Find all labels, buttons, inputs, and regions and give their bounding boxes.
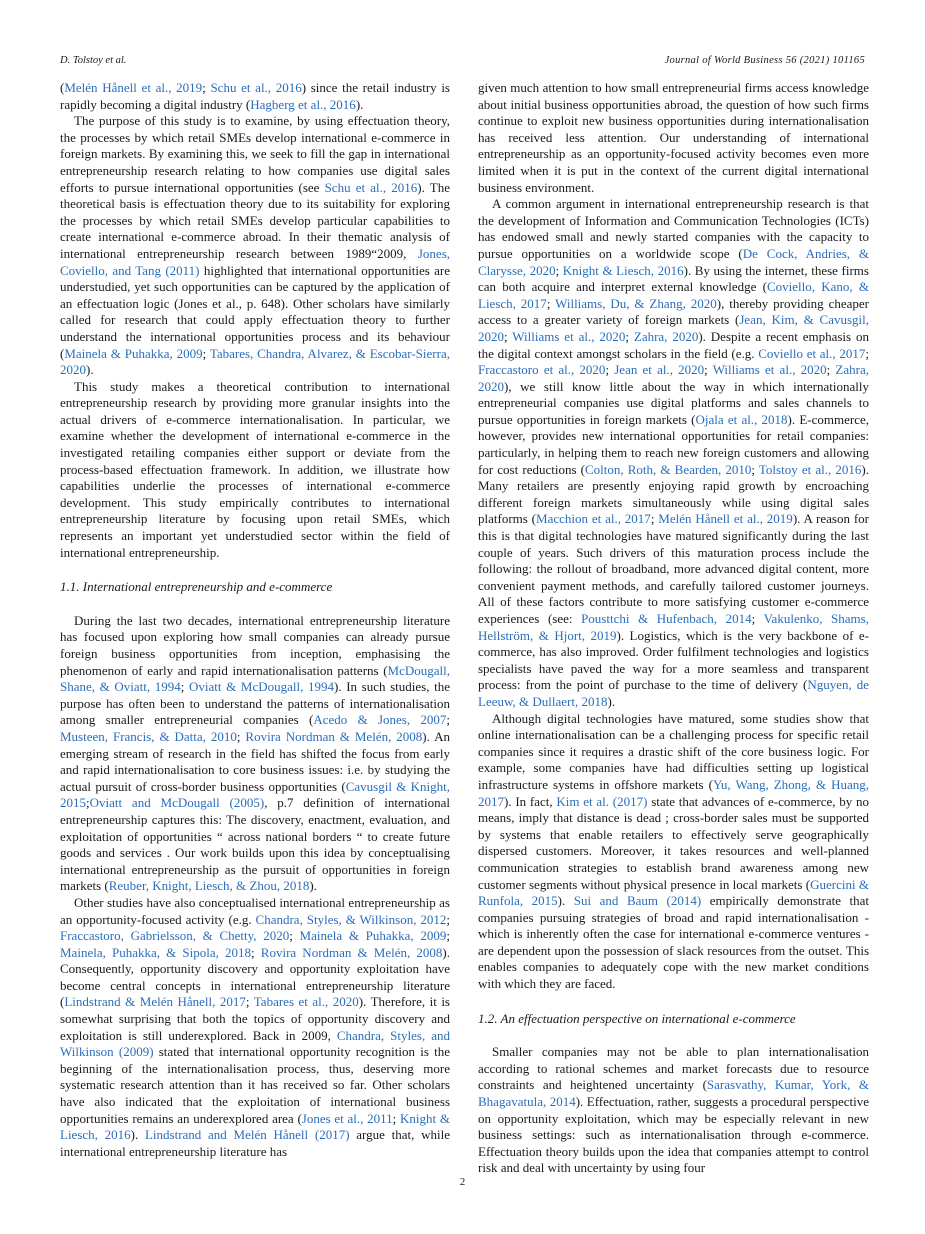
left-column bbox=[60, 80, 450, 1160]
header-journal: Journal of World Business 56 (2021) 101165 bbox=[664, 55, 865, 66]
paragraph bbox=[60, 80, 450, 113]
body-text: ; bbox=[865, 345, 869, 361]
citation-link[interactable]: Rovira Nordman & Melén, 2008 bbox=[245, 728, 423, 744]
header-authors: D. Tolstoy et al. bbox=[60, 55, 127, 66]
body-text: given much attention to how small entrepreneurial firms access knowledge about initial business opportunities abroad, the question of how such firms continue to exploit new business opportunities during internationalisation has received less attention. Our understanding of international entrepreneurship as an opportunity-focused activity becomes even more limited when it is put in the context of the current digital international business environment. bbox=[478, 80, 869, 195]
body-text: ; bbox=[826, 362, 836, 378]
body-text: ). Logistics, which is the very backbone of e-commerce, has also improved. Order fulfilment technologies and logistics specialists have paved the way for a more seamless and transparent process: from the point of purchase to the time of delivery ( bbox=[478, 627, 870, 693]
citation-link[interactable]: Ojala et al., 2018 bbox=[695, 411, 788, 427]
body-text: highlighted that international opportunities are understudied, yet such opportunities can be captured by the application of an effectuation logic (Jones et al., p. 648). Other scholars have similarly called for research that could apply effectuation theory to further understand the international opportunities process and its behaviour ( bbox=[60, 262, 451, 361]
citation-link[interactable]: Melén Hånell et al., 2019 bbox=[64, 80, 203, 95]
citation-link[interactable]: Zahra, 2020 bbox=[633, 328, 699, 344]
citation-link[interactable]: Jean et al., 2020 bbox=[614, 362, 705, 378]
citation-link[interactable]: Williams et al., 2020 bbox=[712, 362, 827, 378]
body-text: ). bbox=[86, 362, 94, 378]
citation-link[interactable]: Kim et al. (2017) bbox=[556, 793, 648, 809]
citation-link[interactable]: Mainela, Puhakka, & Sipola, 2018 bbox=[60, 944, 252, 960]
citation-link[interactable]: Tabares et al., 2020 bbox=[253, 994, 359, 1010]
citation-link[interactable]: Guercini & Runfola, 2015 bbox=[478, 876, 870, 909]
body-text: ; bbox=[245, 994, 254, 1010]
body-text: ; bbox=[446, 911, 450, 927]
paragraph bbox=[478, 80, 869, 196]
paragraph bbox=[60, 613, 450, 895]
body-text: ; bbox=[504, 328, 513, 344]
citation-link[interactable]: Coviello et al., 2017 bbox=[758, 345, 866, 361]
body-text: ) since the retail industry is rapidly becoming a digital industry ( bbox=[60, 80, 450, 112]
open-paren: ( bbox=[60, 80, 65, 95]
body-text: ; bbox=[446, 712, 450, 728]
body-text: ; bbox=[202, 345, 210, 361]
body-text: ). bbox=[607, 693, 616, 709]
body-text: ), thereby providing cheaper access to a greater variety of foreign markets ( bbox=[478, 295, 869, 328]
citation-link[interactable]: Reuber, Knight, Liesch, & Zhou, 2018 bbox=[108, 878, 310, 894]
citation-link[interactable]: Yu, Wang, Zhong, & Huang, 2017 bbox=[478, 776, 869, 809]
citation-link[interactable]: Sarasvathy, Kumar, York, & Bhagavatula, 2014 bbox=[478, 1077, 869, 1110]
body-text: ). Many retailers are presently enjoying rapid growth by encroaching different foreign markets simultaneously while using digital sales platforms ( bbox=[478, 461, 869, 527]
paragraph bbox=[478, 196, 869, 710]
citation-link[interactable]: Coviello, Kano, & Liesch, 2017 bbox=[478, 279, 869, 311]
body-text: ; bbox=[546, 295, 556, 311]
paragraph-body bbox=[60, 80, 450, 112]
body-text: ). An emerging stream of research in the field has shifted the focus from early and rapid internationalisation to core business issues: i.e. by studying the actual pursuit of cross-border business opportunities ( bbox=[60, 728, 450, 794]
citation-link[interactable]: Cavusgil & Knight, 2015 bbox=[60, 778, 450, 811]
citation-link[interactable]: Knight & Liesch, 2016 bbox=[562, 262, 684, 278]
citation-link[interactable]: Williams et al., 2020 bbox=[512, 328, 626, 344]
body-text: ; bbox=[236, 728, 246, 744]
citation-link[interactable]: Tolstoy et al., 2016 bbox=[758, 461, 862, 477]
body-text: A common argument in international entrepreneurship research is that the development of Information and Communication Technologies (ICTs) has endowed small and newly started companies with the capacity to pursue opportunities on a worldwide scope ( bbox=[478, 196, 869, 261]
citation-link[interactable]: Sui and Baum (2014) bbox=[573, 893, 702, 909]
citation-link[interactable]: Chandra, Styles, & Wilkinson, 2012 bbox=[255, 911, 447, 927]
citation-link[interactable]: Rovira Nordman & Melén, 2008 bbox=[260, 944, 443, 960]
body-text: ; bbox=[751, 461, 759, 477]
body-text: ). Despite a recent emphasis on the digital context amongst scholars in the field (e.g. bbox=[478, 328, 869, 361]
body-text: This study makes a theoretical contribution to international entrepreneurship research by providing more granular insights into the actual drivers of e-commerce internationalisation. In particular, we examine whether the development of international e-commerce in the investigated retailing companies either support or deviate from the process-based effectuation framework. In addition, we illustrate how capabilities underlie the processes of international e-commerce development. This study empirically contributes to international entrepreneurship literature by focusing upon retail SMEs, which represents an important yet understudied sector within the field of international entrepreneurship. bbox=[60, 378, 450, 560]
body-text: During the last two decades, international entrepreneurship literature has focused upon exploring how small companies can already pursue foreign business opportunities from inception, emphasising the phenomenon of early and rapid internationalisation patterns ( bbox=[60, 612, 450, 678]
section-heading: 1.1. International entrepreneurship and e-commerce bbox=[60, 579, 333, 595]
body-text: ). In such studies, the purpose has often been to understand the patterns of internationalisation among smaller entrepreneurial companies ( bbox=[60, 679, 450, 728]
body-text: ), we still know little about the way in which internationally entrepreneurial companies use digital platforms and sales channels to pursue opportunities in foreign markets ( bbox=[478, 378, 869, 427]
body-text: Other studies have also conceptualised international entrepreneurship as an opportunity-focused activity (e.g. bbox=[60, 894, 450, 927]
citation-link[interactable]: Knight & Liesch, 2016 bbox=[60, 1110, 450, 1143]
body-text: ). A reason for this is that digital technologies have matured significantly during the last couple of years. Such drivers of this maturation process include the following: the rollout of broadband, more advanced digital content, more convenient payment methods, and carefully tailored customer journeys. All of these factors contribute to more satisfying customer e-commerce experiences (see: bbox=[478, 511, 869, 626]
body-text: ; bbox=[625, 328, 634, 344]
citation-link[interactable]: Jones, Coviello, and Tang (2011) bbox=[60, 245, 450, 278]
body-text: ; bbox=[605, 362, 615, 378]
body-text: ). E-commerce, however, provides new international opportunities for retail companies: particularly, in helping them to reach new foreign customers and allowing for cost reductions ( bbox=[478, 411, 869, 477]
paragraph bbox=[60, 379, 450, 562]
citation-link[interactable]: Acedo & Jones, 2007 bbox=[313, 712, 447, 728]
body-text: ). bbox=[130, 1127, 145, 1143]
body-text: ). bbox=[557, 893, 574, 909]
citation-link[interactable]: Colton, Roth, & Bearden, 2010 bbox=[584, 461, 752, 477]
body-text: state that advances of e-commerce, by no means, imply that distance is dead ; cross-border sales must be supported by systems that enable retailers to effectively serve geographically dispersed customers. Moreover, it takes resources and well-planned communication strategies to establish brand awareness among new customer segments without physical presence in local markets ( bbox=[478, 793, 869, 892]
body-text: ; bbox=[289, 928, 300, 944]
citation-link[interactable]: Mainela & Puhakka, 2009 bbox=[64, 345, 203, 361]
body-text: ). By using the internet, these firms can both acquire and interpret external knowledge ( bbox=[478, 262, 869, 295]
citation-link[interactable]: Nguyen, de Leeuw, & Dullaert, 2018 bbox=[478, 677, 869, 709]
citation-link[interactable]: Macchion et al., 2017 bbox=[536, 511, 651, 527]
citation-link[interactable]: Lindstrand and Melén Hånell (2017) bbox=[144, 1127, 350, 1143]
body-text: stated that international opportunity recognition is the beginning of the internationalisation process, thus, deserving more systematic research attention than it has received so far. Other scholars have also indicated that the exploitation of international business opportunities remains an underexplored area ( bbox=[60, 1044, 450, 1126]
body-text: , p.7 definition of international entrepreneurship captures this: The discovery, enactment, evaluation, and exploitation of opportunities “ across national borders “ to create future goods and services . Our work builds upon this idea by conceptualising international entrepreneurship as the pursuit of opportunities in foreign markets ( bbox=[60, 795, 450, 894]
right-column bbox=[478, 80, 869, 1177]
body-text: ). In fact, bbox=[504, 793, 557, 809]
paragraph bbox=[60, 113, 450, 379]
body-text: ). The theoretical basis is effectuation theory due to its suitability for exploring the processes by which retail SMEs develop particular capabilities to create international e-commerce abroad. In their thematic analysis of international entrepreneurship research between 1989“2009, bbox=[60, 179, 450, 261]
body-text: ; bbox=[392, 1110, 401, 1126]
body-text: ; bbox=[555, 262, 563, 278]
page-number: 2 bbox=[459, 1176, 466, 1188]
body-text: Although digital technologies have matured, some studies show that online internationalisation can be a challenging process for specific retail companies since it requires a drastic shift of the core business logic. For example, some companies have had difficulties setting up logistical infrastructure systems in offshore markets ( bbox=[478, 710, 869, 792]
citation-link[interactable]: Schu et al., 2016 bbox=[210, 80, 302, 95]
body-text: ). Consequently, opportunity discovery and opportunity exploitation have become central concepts in international entrepreneurship literature ( bbox=[60, 944, 450, 1010]
paragraph bbox=[478, 1044, 869, 1177]
citation-link[interactable]: Jones et al., 2011 bbox=[301, 1110, 393, 1126]
citation-link[interactable]: Hagberg et al., 2016 bbox=[250, 96, 356, 112]
citation-link[interactable]: Jean, Kim, & Cavusgil, 2020 bbox=[478, 312, 869, 344]
citation-link[interactable]: Oviatt and McDougall (2005) bbox=[89, 795, 265, 811]
citation-link[interactable]: De Cock, Andries, & Clarysse, 2020 bbox=[478, 245, 869, 278]
paragraph bbox=[60, 895, 450, 1161]
citation-link[interactable]: Musteen, Francis, & Datta, 2010 bbox=[60, 728, 237, 744]
citation-link[interactable]: Pousttchi & Hufenbach, 2014 bbox=[581, 611, 752, 626]
citation-link[interactable]: Williams, Du, & Zhang, 2020 bbox=[555, 295, 717, 311]
citation-link[interactable]: McDougall, Shane, & Oviatt, 1994 bbox=[60, 662, 450, 695]
body-text: ; bbox=[446, 928, 450, 944]
body-text: ). Effectuation, rather, suggests a procedural perspective on opportunity exploitation, which may be especially relevant in new business settings: such as internationalisation through e-commerce. Effectuation theory builds upon the idea that companies attempt to control risk and deal with uncertainty by using four bbox=[478, 1094, 869, 1176]
citation-link[interactable]: Mainela & Puhakka, 2009 bbox=[299, 928, 447, 944]
body-text: ; bbox=[704, 362, 713, 378]
body-text: The purpose of this study is to examine, by using effectuation theory, the processes by which retail SMEs develop international e-commerce in foreign markets. By examining this, we seek to fill the gap in international entrepreneurship research relating to how companies use digital sales efforts to pursue international opportunities (see bbox=[60, 113, 450, 195]
citation-link[interactable]: Oviatt & McDougall, 1994 bbox=[189, 679, 334, 695]
body-text: ). Therefore, it is somewhat surprising that both the topics of opportunity discovery and exploitation is still underexplored. Back in 2009, bbox=[60, 994, 450, 1043]
body-text: ). bbox=[355, 96, 364, 112]
section-heading: 1.2. An effectuation perspective on international e-commerce bbox=[478, 1010, 796, 1026]
citation-link[interactable]: Melén Hånell et al., 2019 bbox=[658, 511, 793, 527]
paragraph bbox=[478, 711, 869, 993]
body-text: ; bbox=[180, 679, 190, 695]
body-text: empirically demonstrate that companies pursuing strategies of broad and rapid internationalisation - which is inherently often the case for international e-commerce ventures - are dependent upon the possession of slack resources from the outset. This enables companies to adequately cope with the new market conditions with which they are faced. bbox=[478, 893, 869, 992]
body-text: ; bbox=[202, 80, 211, 95]
body-text: ; bbox=[650, 511, 659, 527]
citation-link[interactable]: Zahra, 2020 bbox=[478, 362, 869, 394]
body-text: ). bbox=[309, 878, 317, 894]
citation-link[interactable]: Vakulenko, Shams, Hellström, & Hjort, 2019 bbox=[478, 611, 869, 643]
body-text: ; bbox=[86, 795, 90, 811]
body-text: ; bbox=[751, 611, 764, 626]
citation-link[interactable]: Fraccastoro, Gabrielsson, & Chetty, 2020 bbox=[60, 928, 290, 944]
body-text: Smaller companies may not be able to plan internationalisation according to rational schemes and market forecasts due to resource constraints and heightened uncertainty ( bbox=[478, 1044, 869, 1093]
citation-link[interactable]: Schu et al., 2016 bbox=[324, 179, 418, 195]
citation-link[interactable]: Chandra, Styles, and Wilkinson (2009) bbox=[60, 1027, 451, 1060]
body-text: argue that, while international entrepreneurship literature has bbox=[60, 1127, 450, 1159]
body-text: ; bbox=[251, 944, 261, 960]
citation-link[interactable]: Tabares, Chandra, Alvarez, & Escobar-Sierra, 2020 bbox=[60, 345, 450, 378]
citation-link[interactable]: Fraccastoro et al., 2020 bbox=[478, 362, 606, 378]
citation-link[interactable]: Lindstrand & Melén Hånell, 2017 bbox=[64, 994, 246, 1010]
